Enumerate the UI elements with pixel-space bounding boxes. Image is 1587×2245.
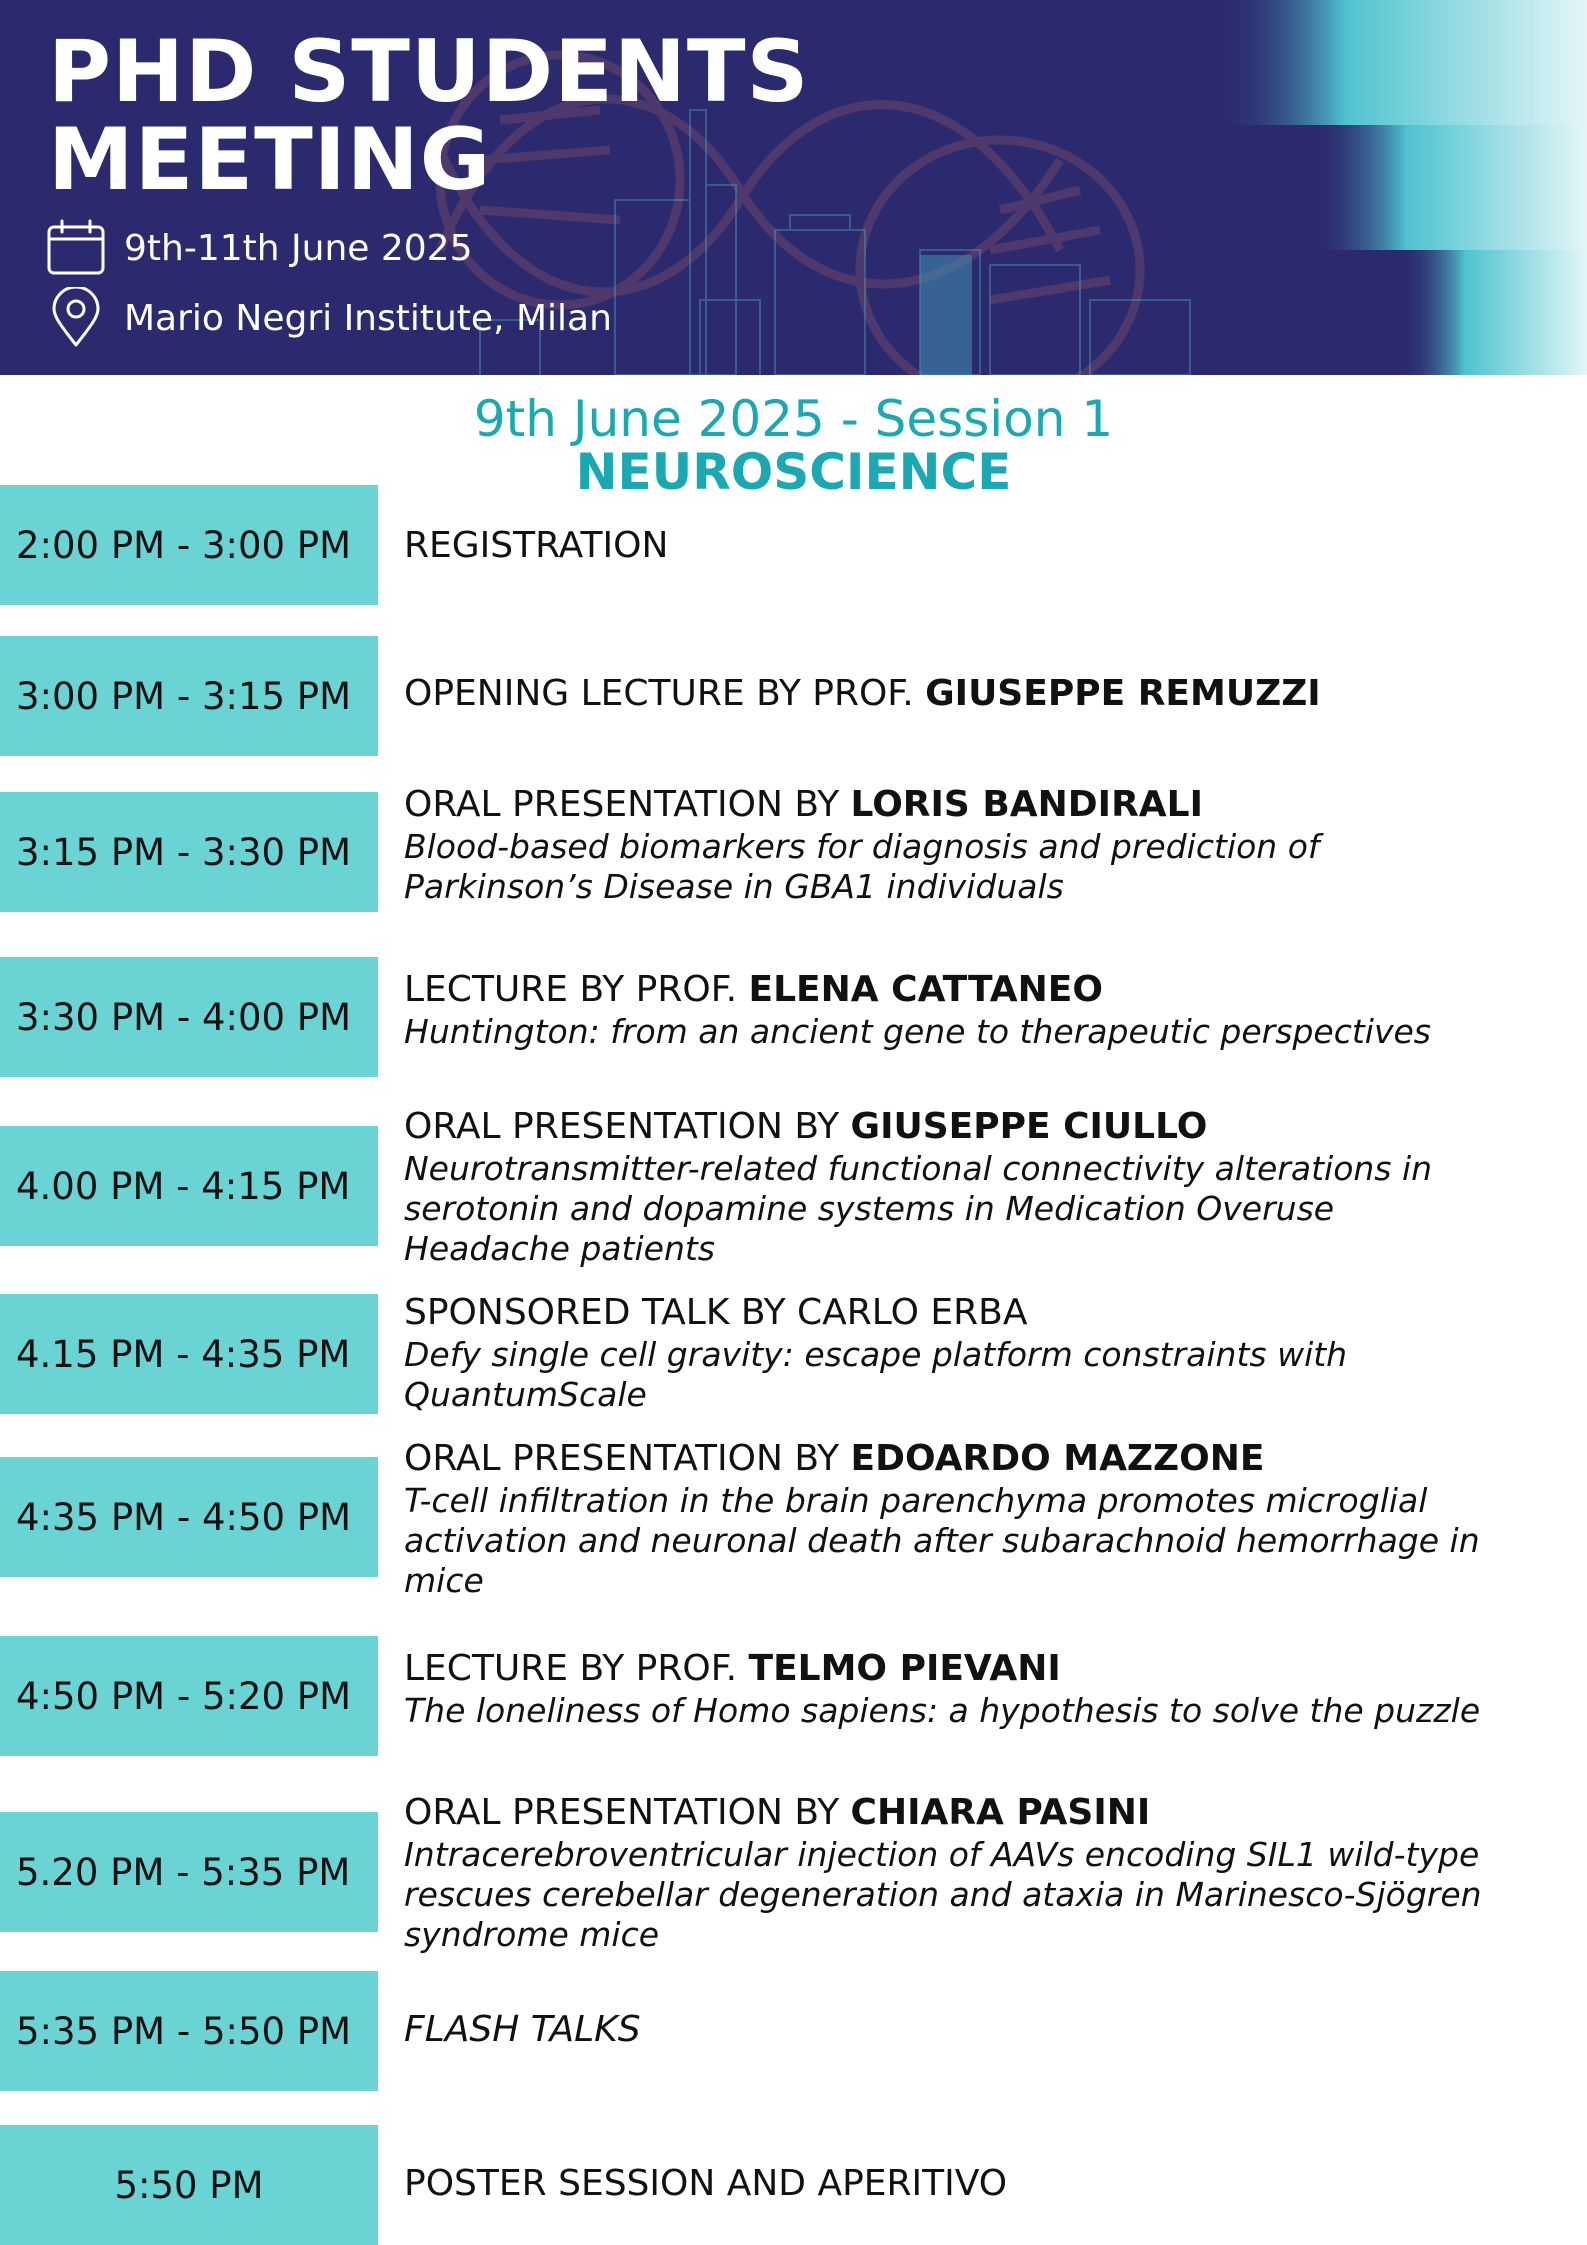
time-label: 3:30 PM - 4:00 PM [16,995,352,1039]
event-title [48,22,810,210]
talk-title: Neurotransmitter-related functional connectivity alterations in serotonin and dopamine systems in Medication Overuse Headache patients [404,1149,1433,1268]
event-dates: 9th-11th June 2025 [124,227,473,269]
time-slot [0,485,378,605]
talk-heading [404,784,1554,826]
session-description [404,525,1554,567]
talk-title: T-cell infiltration in the brain parenchyma promotes microglial activation and neuronal death after subarachnoid hemorrhage in mice [404,1481,1480,1600]
time-label: 2:00 PM - 3:00 PM [16,523,352,567]
talk-type: LECTURE BY PROF. [404,969,749,1010]
speaker-name: GIUSEPPE CIULLO [850,1106,1208,1147]
time-slot [0,1971,378,2091]
teal-gradient-block-bottom [1400,250,1587,375]
session-description [404,1792,1554,1955]
header-banner [0,0,1587,375]
talk-heading [404,1648,1554,1690]
location-pin-icon [46,287,106,349]
talk-type: ORAL PRESENTATION BY [404,784,851,825]
talk-type: ORAL PRESENTATION BY [404,1106,851,1147]
talk-heading [404,2009,1554,2051]
speaker-name: GIUSEPPE REMUZZI [925,673,1321,714]
talk-heading [404,525,1554,567]
time-slot [0,1812,378,1932]
time-label: 5:35 PM - 5:50 PM [16,2009,352,2053]
time-slot [0,792,378,912]
speaker-name: EDOARDO MAZZONE [850,1438,1265,1479]
speaker-name: TELMO PIEVANI [748,1648,1061,1689]
time-label: 3:15 PM - 3:30 PM [16,830,352,874]
session-description [404,1648,1554,1731]
talk-type: REGISTRATION [404,525,669,566]
talk-heading [404,2163,1554,2205]
session-description [404,2163,1554,2205]
talk-heading [404,1292,1554,1334]
talk-heading [404,1792,1554,1834]
time-slot [0,2125,378,2245]
session-description [404,1438,1554,1601]
talk-type: ORAL PRESENTATION BY [404,1792,851,1833]
time-slot [0,636,378,756]
talk-type: SPONSORED TALK BY CARLO ERBA [404,1292,1028,1333]
time-slot [0,957,378,1077]
time-label: 4:35 PM - 4:50 PM [16,1495,352,1539]
time-label: 3:00 PM - 3:15 PM [16,674,352,718]
talk-type: OPENING LECTURE BY PROF. [404,673,926,714]
calendar-icon [46,219,106,277]
session-description [404,1292,1554,1415]
time-label: 4:50 PM - 5:20 PM [16,1674,352,1718]
time-slot [0,1294,378,1414]
event-location: Mario Negri Institute, Milan [124,297,612,339]
session-description [404,784,1554,907]
talk-type: FLASH TALKS [404,2009,641,2050]
event-title-line2: MEETING [48,110,492,210]
talk-title: Defy single cell gravity: escape platform constraints with QuantumScale [404,1335,1348,1414]
time-label: 4.00 PM - 4:15 PM [16,1164,351,1208]
session-description [404,2009,1554,2051]
skyline-glass-tower [920,255,972,375]
time-slot [0,1457,378,1577]
speaker-name: LORIS BANDIRALI [850,784,1203,825]
talk-title: Huntington: from an ancient gene to therapeutic perspectives [404,1012,1431,1051]
time-slot [0,1636,378,1756]
time-label: 5:50 PM [114,2163,264,2207]
session-heading: 9th June 2025 - Session 1 [473,390,1114,448]
talk-type: POSTER SESSION AND APERITIVO [404,2163,1008,2204]
session-description [404,969,1554,1052]
talk-type: ORAL PRESENTATION BY [404,1438,851,1479]
session-description [404,673,1554,715]
session-description [404,1106,1554,1269]
event-location-row [46,288,612,348]
time-slot [0,1126,378,1246]
session-topic: NEUROSCIENCE [575,443,1012,501]
time-label: 5.20 PM - 5:35 PM [16,1850,351,1894]
talk-title: Blood-based biomarkers for diagnosis and prediction of Parkinson’s Disease in GBA1 individuals [404,827,1320,906]
event-title-line1: PHD STUDENTS [48,22,810,122]
talk-heading [404,673,1554,715]
talk-title: The loneliness of Homo sapiens: a hypothesis to solve the puzzle [404,1691,1481,1730]
speaker-name: CHIARA PASINI [850,1792,1151,1833]
event-dates-row [46,218,472,278]
talk-title: Intracerebroventricular injection of AAVs encoding SIL1 wild-type rescues cerebellar degeneration and ataxia in Marinesco-Sjögren syndrome mice [404,1835,1482,1954]
teal-gradient-block-top [1215,0,1587,125]
talk-heading [404,969,1554,1011]
talk-heading [404,1106,1554,1148]
speaker-name: ELENA CATTANEO [748,969,1103,1010]
time-label: 4.15 PM - 4:35 PM [16,1332,351,1376]
talk-heading [404,1438,1554,1480]
talk-type: LECTURE BY PROF. [404,1648,749,1689]
teal-gradient-block-middle [1310,125,1587,250]
